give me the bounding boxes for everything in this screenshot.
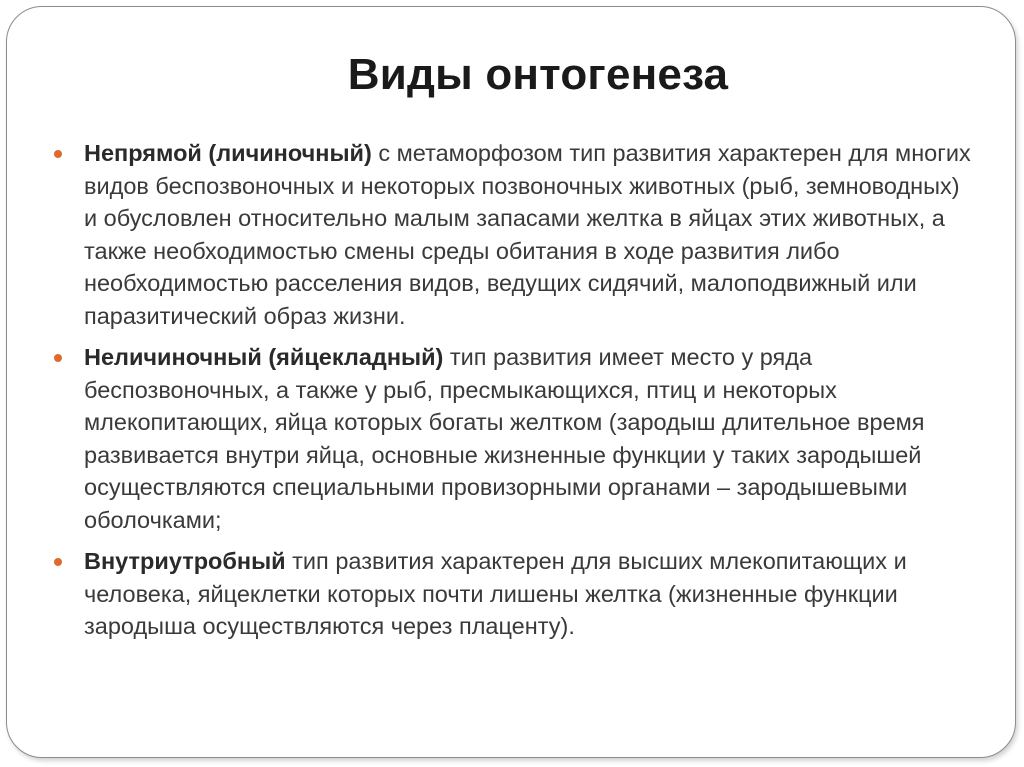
bullet-dot-icon [54, 150, 62, 158]
item-term: Непрямой (личиночный) [84, 140, 372, 166]
slide-title: Виды онтогенеза [347, 50, 729, 99]
list-item [52, 137, 972, 332]
list-item [52, 341, 972, 536]
item-text: тип развития характерен для высших млекопитающих и человека, яйцеклетки которых почти лишены желтка (жизненные функции зародыша осуществляются через плаценту). [84, 548, 907, 639]
bullet-dot-icon [54, 354, 62, 362]
item-text: тип развития имеет место у ряда беспозвоночных, а также у рыб, пресмыкающихся, птиц и некоторых млекопитающих, яйца которых богаты желтком (зародыш длительное время развивается внутри яйца, основные жизненные функции у таких зародышей осуществляются специальными провизорными органами – зародышевыми оболочками; [84, 344, 925, 533]
list-item [52, 545, 972, 643]
item-text: с метаморфозом тип развития характерен для многих видов беспозвоночных и некоторых позвоночных животных (рыб, земноводных) и обусловлен относительно малым запасами желтка в яйцах этих животных, а также необходимостью смены среды обитания в ходе развития либо необходимостью расселения видов, ведущих сидячий, малоподвижный или паразитический образ жизни. [84, 140, 971, 329]
bullet-dot-icon [54, 558, 62, 566]
item-term: Внутриутробный [84, 548, 286, 574]
bullet-list [52, 137, 972, 652]
item-term: Неличиночный (яйцекладный) [84, 344, 444, 370]
